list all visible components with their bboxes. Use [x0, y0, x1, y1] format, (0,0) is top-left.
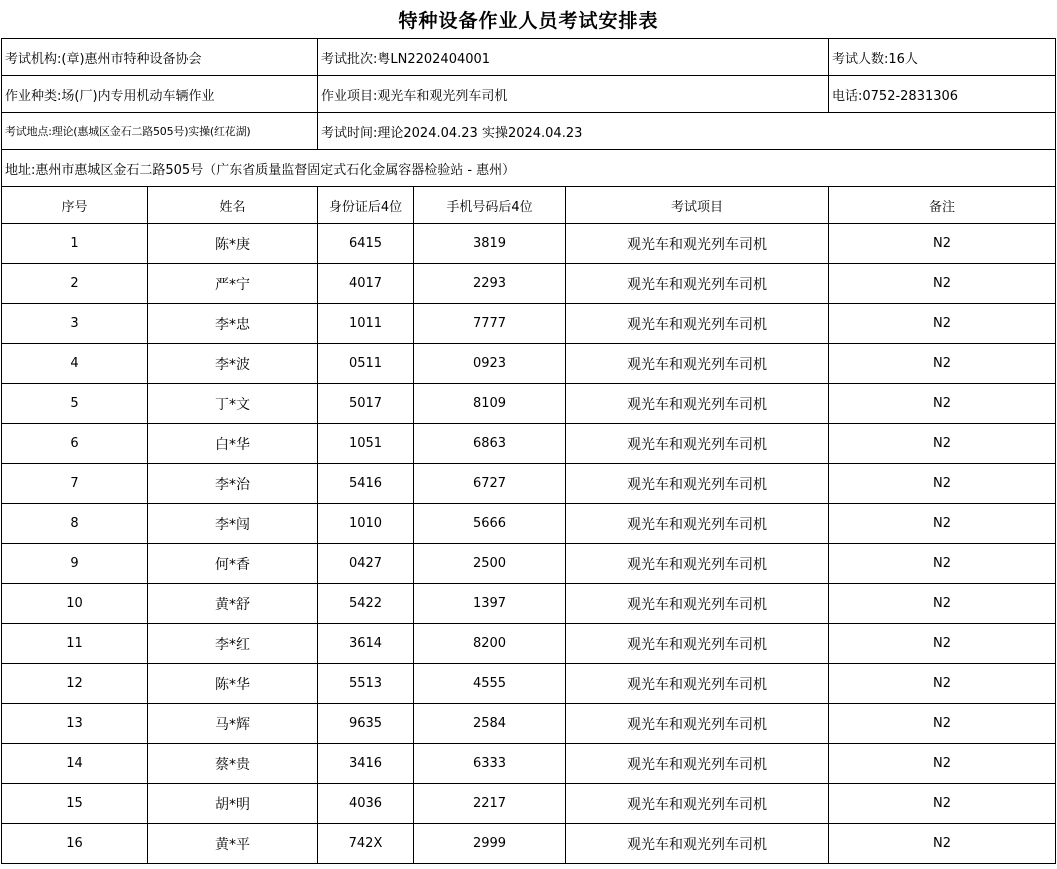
cell-number: 3 [2, 304, 148, 344]
table-row [2, 544, 1056, 584]
table-row [2, 704, 1056, 744]
cell-number: 15 [2, 784, 148, 824]
cell-name: 李*红 [148, 624, 318, 664]
cell-note: N2 [829, 784, 1056, 824]
cell-note: N2 [829, 824, 1056, 864]
cell-number: 2 [2, 264, 148, 304]
column-header-name: 姓名 [148, 187, 318, 224]
exam-time: 考试时间:理论2024.04.23 实操2024.04.23 [318, 113, 1056, 150]
cell-name: 李*波 [148, 344, 318, 384]
column-header-exam-item: 考试项目 [566, 187, 829, 224]
cell-exam-item: 观光车和观光列车司机 [566, 304, 829, 344]
cell-number: 11 [2, 624, 148, 664]
table-row [2, 584, 1056, 624]
table-row [2, 784, 1056, 824]
cell-name: 马*辉 [148, 704, 318, 744]
cell-number: 14 [2, 744, 148, 784]
cell-note: N2 [829, 344, 1056, 384]
cell-phone-last4: 2217 [414, 784, 566, 824]
table-row [2, 384, 1056, 424]
cell-phone-last4: 6863 [414, 424, 566, 464]
cell-number: 13 [2, 704, 148, 744]
cell-exam-item: 观光车和观光列车司机 [566, 664, 829, 704]
cell-number: 5 [2, 384, 148, 424]
table-row [2, 664, 1056, 704]
cell-name: 严*宁 [148, 264, 318, 304]
cell-note: N2 [829, 384, 1056, 424]
info-row-4 [2, 150, 1056, 187]
cell-exam-item: 观光车和观光列车司机 [566, 344, 829, 384]
column-header-phone-last4: 手机号码后4位 [414, 187, 566, 224]
cell-name: 李*闯 [148, 504, 318, 544]
cell-name: 胡*明 [148, 784, 318, 824]
cell-number: 1 [2, 224, 148, 264]
cell-note: N2 [829, 744, 1056, 784]
cell-exam-item: 观光车和观光列车司机 [566, 544, 829, 584]
cell-exam-item: 观光车和观光列车司机 [566, 504, 829, 544]
column-header-number: 序号 [2, 187, 148, 224]
cell-exam-item: 观光车和观光列车司机 [566, 264, 829, 304]
exam-batch: 考试批次:粤LN2202404001 [318, 39, 829, 76]
cell-id-last4: 3614 [318, 624, 414, 664]
cell-name: 陈*庚 [148, 224, 318, 264]
table-row [2, 624, 1056, 664]
cell-exam-item: 观光车和观光列车司机 [566, 384, 829, 424]
column-header-id-last4: 身份证后4位 [318, 187, 414, 224]
cell-name: 李*忠 [148, 304, 318, 344]
work-category: 作业种类:场(厂)内专用机动车辆作业 [2, 76, 318, 113]
info-row-1 [2, 39, 1056, 76]
contact-phone: 电话:0752-2831306 [829, 76, 1056, 113]
cell-number: 12 [2, 664, 148, 704]
cell-phone-last4: 2500 [414, 544, 566, 584]
cell-note: N2 [829, 504, 1056, 544]
cell-phone-last4: 1397 [414, 584, 566, 624]
cell-number: 16 [2, 824, 148, 864]
cell-note: N2 [829, 424, 1056, 464]
cell-name: 丁*文 [148, 384, 318, 424]
cell-name: 李*治 [148, 464, 318, 504]
cell-number: 4 [2, 344, 148, 384]
cell-phone-last4: 3819 [414, 224, 566, 264]
table-row [2, 264, 1056, 304]
exam-location: 考试地点:理论(惠城区金石二路505号)实操(红花湖) [2, 113, 318, 150]
exam-schedule-table [1, 38, 1056, 864]
cell-id-last4: 4017 [318, 264, 414, 304]
cell-id-last4: 0511 [318, 344, 414, 384]
cell-exam-item: 观光车和观光列车司机 [566, 224, 829, 264]
cell-exam-item: 观光车和观光列车司机 [566, 744, 829, 784]
cell-phone-last4: 8200 [414, 624, 566, 664]
table-row [2, 824, 1056, 864]
cell-exam-item: 观光车和观光列车司机 [566, 424, 829, 464]
exam-address: 地址:惠州市惠城区金石二路505号（广东省质量监督固定式石化金属容器检验站 - 惠州） [2, 150, 1056, 187]
cell-id-last4: 6415 [318, 224, 414, 264]
table-row [2, 224, 1056, 264]
cell-number: 8 [2, 504, 148, 544]
table-row [2, 744, 1056, 784]
cell-phone-last4: 6727 [414, 464, 566, 504]
cell-note: N2 [829, 584, 1056, 624]
cell-name: 黄*舒 [148, 584, 318, 624]
cell-phone-last4: 4555 [414, 664, 566, 704]
cell-id-last4: 1051 [318, 424, 414, 464]
cell-name: 何*香 [148, 544, 318, 584]
cell-id-last4: 5513 [318, 664, 414, 704]
cell-exam-item: 观光车和观光列车司机 [566, 784, 829, 824]
cell-exam-item: 观光车和观光列车司机 [566, 824, 829, 864]
cell-name: 黄*平 [148, 824, 318, 864]
cell-phone-last4: 8109 [414, 384, 566, 424]
cell-exam-item: 观光车和观光列车司机 [566, 624, 829, 664]
table-row [2, 424, 1056, 464]
cell-phone-last4: 2999 [414, 824, 566, 864]
cell-number: 6 [2, 424, 148, 464]
cell-id-last4: 1011 [318, 304, 414, 344]
cell-name: 陈*华 [148, 664, 318, 704]
cell-exam-item: 观光车和观光列车司机 [566, 464, 829, 504]
info-row-2 [2, 76, 1056, 113]
cell-note: N2 [829, 544, 1056, 584]
cell-name: 白*华 [148, 424, 318, 464]
cell-id-last4: 742X [318, 824, 414, 864]
cell-id-last4: 5017 [318, 384, 414, 424]
cell-note: N2 [829, 304, 1056, 344]
cell-note: N2 [829, 464, 1056, 504]
cell-id-last4: 4036 [318, 784, 414, 824]
cell-exam-item: 观光车和观光列车司机 [566, 584, 829, 624]
cell-id-last4: 5416 [318, 464, 414, 504]
table-row [2, 464, 1056, 504]
table-row [2, 344, 1056, 384]
cell-phone-last4: 5666 [414, 504, 566, 544]
cell-note: N2 [829, 264, 1056, 304]
table-row [2, 304, 1056, 344]
cell-phone-last4: 6333 [414, 744, 566, 784]
cell-note: N2 [829, 664, 1056, 704]
table-header-row [2, 187, 1056, 224]
cell-number: 7 [2, 464, 148, 504]
exam-organization: 考试机构:(章)惠州市特种设备协会 [2, 39, 318, 76]
cell-number: 9 [2, 544, 148, 584]
page-title: 特种设备作业人员考试安排表 [398, 10, 659, 32]
cell-number: 10 [2, 584, 148, 624]
column-header-note: 备注 [829, 187, 1056, 224]
cell-exam-item: 观光车和观光列车司机 [566, 704, 829, 744]
table-row [2, 504, 1056, 544]
info-row-3 [2, 113, 1056, 150]
cell-phone-last4: 0923 [414, 344, 566, 384]
exam-count: 考试人数:16人 [829, 39, 1056, 76]
cell-phone-last4: 2584 [414, 704, 566, 744]
work-project: 作业项目:观光车和观光列车司机 [318, 76, 829, 113]
cell-id-last4: 9635 [318, 704, 414, 744]
cell-phone-last4: 7777 [414, 304, 566, 344]
cell-note: N2 [829, 624, 1056, 664]
cell-note: N2 [829, 704, 1056, 744]
cell-id-last4: 1010 [318, 504, 414, 544]
cell-id-last4: 5422 [318, 584, 414, 624]
cell-id-last4: 0427 [318, 544, 414, 584]
cell-note: N2 [829, 224, 1056, 264]
cell-id-last4: 3416 [318, 744, 414, 784]
cell-name: 蔡*贵 [148, 744, 318, 784]
cell-phone-last4: 2293 [414, 264, 566, 304]
